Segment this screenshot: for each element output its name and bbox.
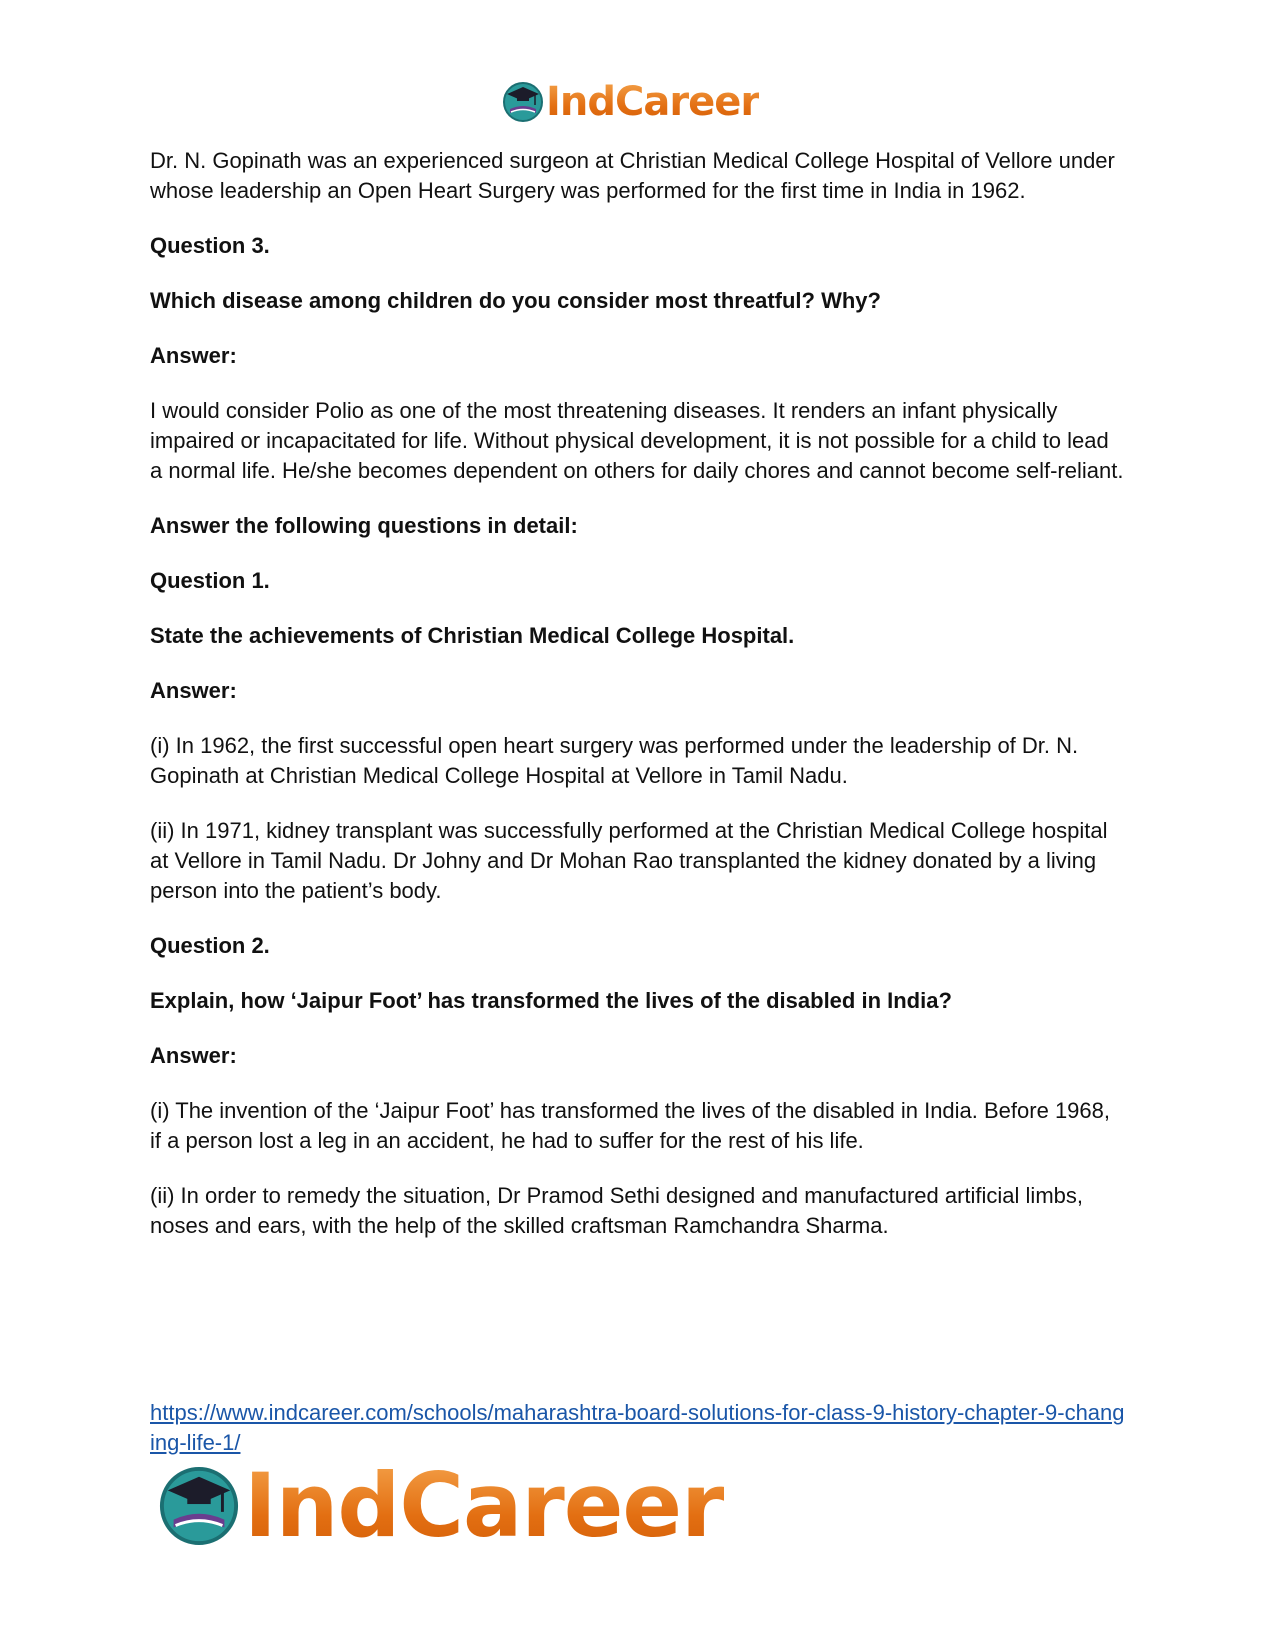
question-2-label: Question 2. [150, 933, 270, 958]
graduation-cap-globe-icon [502, 81, 544, 123]
source-link[interactable]: https://www.indcareer.com/schools/maharashtra-board-solutions-for-class-9-history-chapter-9-changing-life-1/ [150, 1400, 1125, 1455]
header-logo [502, 80, 759, 124]
question-3-label: Question 3. [150, 233, 270, 258]
graduation-cap-globe-icon [158, 1465, 240, 1547]
question-2-answer-label: Answer: [150, 1043, 237, 1068]
question-1-label: Question 1. [150, 568, 270, 593]
source-link-block [150, 1398, 1125, 1458]
section-heading: Answer the following questions in detail: [150, 513, 578, 538]
question-3-answer: I would consider Polio as one of the most threatening diseases. It renders an infant physically impaired or incapacitated for life. Without physical development, it is not possible for a child to lead a normal life. He/she becomes dependent on others for daily chores and cannot become self-reliant. [150, 398, 1124, 483]
question-2-text: Explain, how ‘Jaipur Foot’ has transformed the lives of the disabled in India? [150, 988, 952, 1013]
question-1-answer-label: Answer: [150, 678, 237, 703]
document-body [150, 146, 1125, 1266]
footer-logo-text: IndCareer [244, 1454, 724, 1557]
footer-logo [158, 1454, 724, 1557]
question-1-answer-part-1: (i) In 1962, the first successful open heart surgery was performed under the leadership of Dr. N. Gopinath at Christian Medical College Hospital at Vellore in Tamil Nadu. [150, 733, 1079, 788]
header-logo-text: IndCareer [546, 79, 760, 125]
intro-paragraph: Dr. N. Gopinath was an experienced surgeon at Christian Medical College Hospital of Vellore under whose leadership an Open Heart Surgery was performed for the first time in India in 1962. [150, 148, 1115, 203]
question-1-answer-part-2: (ii) In 1971, kidney transplant was successfully performed at the Christian Medical College hospital at Vellore in Tamil Nadu. Dr Johny and Dr Mohan Rao transplanted the kidney donated by a living person into the patient’s body. [150, 818, 1108, 903]
question-3-answer-label: Answer: [150, 343, 237, 368]
question-1-text: State the achievements of Christian Medical College Hospital. [150, 623, 795, 648]
question-3-text: Which disease among children do you consider most threatful? Why? [150, 288, 881, 313]
question-2-answer-part-2: (ii) In order to remedy the situation, Dr Pramod Sethi designed and manufactured artificial limbs, noses and ears, with the help of the skilled craftsman Ramchandra Sharma. [150, 1183, 1083, 1238]
question-2-answer-part-1: (i) The invention of the ‘Jaipur Foot’ has transformed the lives of the disabled in India. Before 1968, if a person lost a leg in an accident, he had to suffer for the rest of his life. [150, 1098, 1110, 1153]
